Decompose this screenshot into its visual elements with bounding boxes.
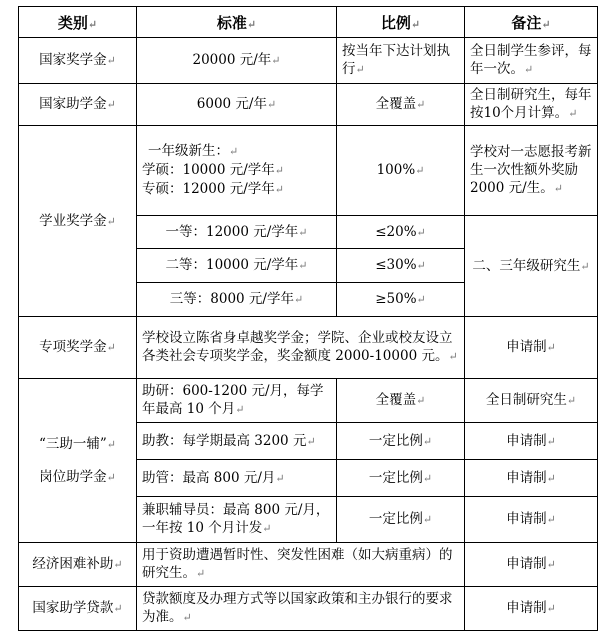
category-cell: 经济困难补助↵ [19, 543, 137, 587]
category-cell: 国家助学贷款↵ [19, 587, 137, 631]
header-ratio: 比例↵ [337, 7, 465, 38]
ratio-cell: 一定比例↵ [337, 460, 465, 497]
ratio-cell: 一定比例↵ [337, 423, 465, 460]
table-row [19, 317, 598, 379]
note-cell: 申请制↵ [465, 587, 598, 631]
note-cell: 全日制学生参评，每年一次。↵ [465, 38, 598, 84]
table-row [19, 38, 598, 84]
table-row [19, 379, 598, 423]
header-standard: 标准↵ [137, 7, 337, 38]
ratio-cell: 按当年下达计划执行↵ [337, 38, 465, 84]
standard-cell: 兼职辅导员：最高 800 元/月，一年按 10 个月计发↵ [137, 497, 337, 543]
note-cell: 申请制↵ [465, 423, 598, 460]
standard-cell: 一年级新生：↵ 学硕：10000 元/学年↵ 专硕：12000 元/学年↵ [137, 126, 337, 216]
ratio-cell: ≤30%↵ [337, 249, 465, 283]
category-cell: “三助一辅”↵ 岗位助学金↵ [19, 379, 137, 543]
standard-cell: 6000 元/年↵ [137, 84, 337, 126]
note-cell: 全日制研究生↵ [465, 379, 598, 423]
ratio-cell: ≤20%↵ [337, 216, 465, 249]
ratio-cell: 100%↵ [337, 126, 465, 216]
table-row [19, 543, 598, 587]
category-cell: 国家助学金↵ [19, 84, 137, 126]
note-cell: 申请制↵ [465, 460, 598, 497]
standard-cell: 助研：600-1200 元/月，每学年最高 10 个月↵ [137, 379, 337, 423]
note-cell: 全日制研究生，每年按10个月计算。↵ [465, 84, 598, 126]
category-cell: 专项奖学金↵ [19, 317, 137, 379]
note-cell: 申请制↵ [465, 543, 598, 587]
standard-cell: 三等：8000 元/学年↵ [137, 283, 337, 317]
funding-table-container [18, 6, 597, 631]
standard-cell: 一等：12000 元/学年↵ [137, 216, 337, 249]
funding-table [18, 6, 598, 631]
note-cell: 学校对一志愿报考新生一次性额外奖励 2000 元/生。↵ [465, 126, 598, 216]
table-row [19, 587, 598, 631]
header-row [19, 7, 598, 38]
ratio-cell: 全覆盖↵ [337, 379, 465, 423]
standard-cell: 二等：10000 元/学年↵ [137, 249, 337, 283]
note-cell: 二、三年级研究生↵ [465, 216, 598, 317]
ratio-cell: 一定比例↵ [337, 497, 465, 543]
note-cell: 申请制↵ [465, 497, 598, 543]
standard-cell: 用于资助遭遇暂时性、突发性困难（如大病重病）的研究生。↵ [137, 543, 465, 587]
standard-cell: 助教：每学期最高 3200 元↵ [137, 423, 337, 460]
ratio-cell: ≥50%↵ [337, 283, 465, 317]
category-cell: 学业奖学金↵ [19, 126, 137, 317]
table-row [19, 126, 598, 216]
header-category: 类别↵ [19, 7, 137, 38]
standard-cell: 贷款额度及办理方式等以国家政策和主办银行的要求为准。↵ [137, 587, 465, 631]
standard-cell: 助管：最高 800 元/月↵ [137, 460, 337, 497]
standard-cell: 20000 元/年↵ [137, 38, 337, 84]
standard-cell: 学校设立陈省身卓越奖学金；学院、企业或校友设立各类社会专项奖学金，奖金额度 2000-10000 元。↵ [137, 317, 465, 379]
table-row [19, 84, 598, 126]
ratio-cell: 全覆盖↵ [337, 84, 465, 126]
category-cell: 国家奖学金↵ [19, 38, 137, 84]
header-note: 备注↵ [465, 7, 598, 38]
note-cell: 申请制↵ [465, 317, 598, 379]
